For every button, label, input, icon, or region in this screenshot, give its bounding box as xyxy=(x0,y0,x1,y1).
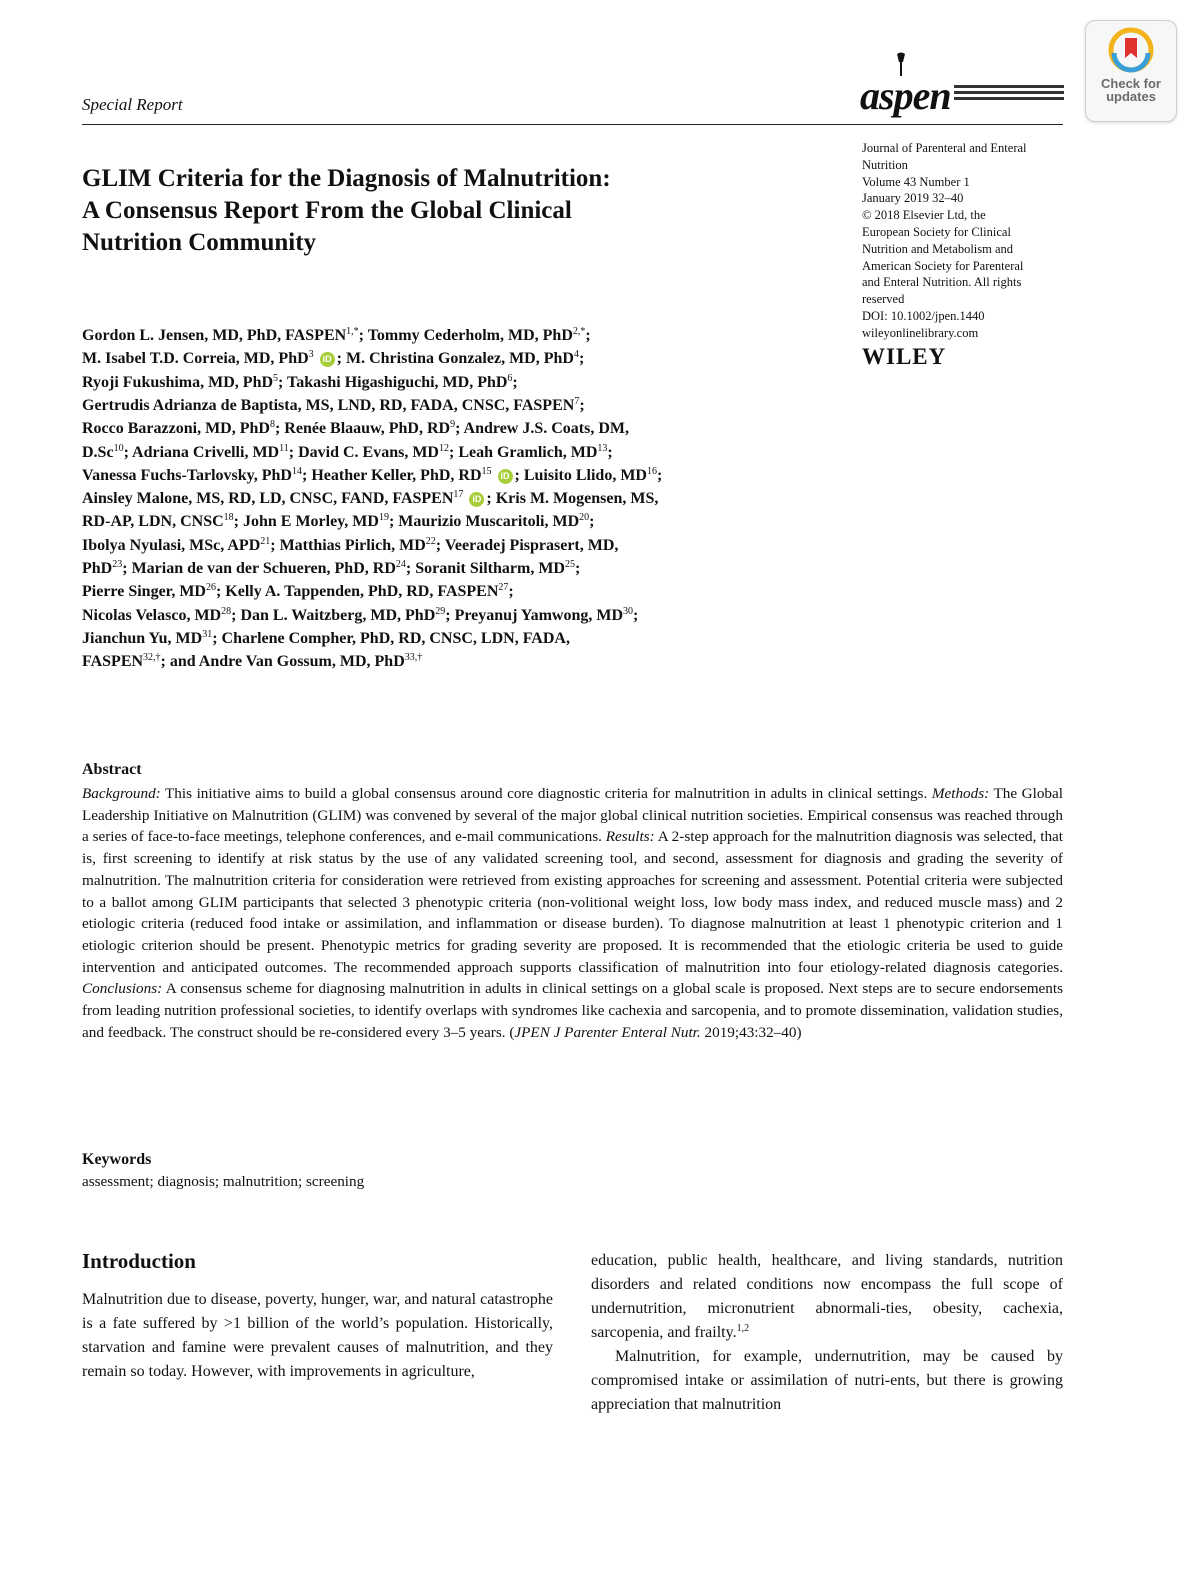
author-line: D.Sc$^{10}$; Adriana Crivelli, MD$^{11}$; David C. Evans, MD$^{12}$; Leah Gramlich, MD$^{13}$; xyxy=(82,442,613,461)
orcid-icon[interactable]: iD xyxy=(498,469,513,484)
journal-info-line: January 2019 32–40 xyxy=(862,191,964,206)
author-line: Vanessa Fuchs-Tarlovsky, PhD$^{14}$; Heather Keller, PhD, RD$^{15}$ iD ; Luisito Llido, MD$^{16}$; xyxy=(82,465,663,484)
author-line: Gertrudis Adrianza de Baptista, MS, LND, RD, FADA, CNSC, FASPEN$^7$; xyxy=(82,395,585,414)
author-line: PhD$^{23}$; Marian de van der Schueren, PhD, RD$^{24}$; Soranit Siltharm, MD$^{25}$; xyxy=(82,559,581,577)
introduction-right-column: education, public health, healthcare, and living standards, nutrition disorders and related conditions now encompass the full scope of undernutrition, micronutrient abnormali-ties, obesity, cachexia, sarcopenia, and frailty.$^{1,2}$ Malnutrition, for example, undernutrition, may be caused by compromised intake or assimilation of nutri-ents, but there is growing appreciation that malnutrition xyxy=(591,1252,1063,1413)
author-line: Rocco Barazzoni, MD, PhD$^8$; Renée Blaauw, PhD, $RD^9$; Andrew J.S. Coats, DM, xyxy=(82,419,630,438)
author-line: $FASPEN^{32,\dagger}$; and Andre Van Gossum, MD, PhD$^{33,\dagger}$ xyxy=(82,652,423,671)
keywords-heading: Keywords xyxy=(82,1151,152,1168)
journal-info-line: Nutrition and Metabolism and xyxy=(862,241,1014,256)
section-label: Special Report xyxy=(82,95,183,114)
title-line-1: GLIM Criteria for the Diagnosis of Malnutrition: xyxy=(82,165,611,192)
journal-info-line[interactable]: DOI: 10.1002/jpen.1440 xyxy=(862,308,985,323)
keywords-text: assessment; diagnosis; malnutrition; screening xyxy=(82,1173,365,1190)
title-line-2: A Consensus Report From the Global Clinical xyxy=(82,197,572,224)
orcid-icon[interactable]: iD xyxy=(469,492,484,507)
orcid-icon[interactable]: iD xyxy=(320,352,335,367)
author-line: Nicolas Velasco, MD$^{28}$; Dan L. Waitzberg, MD, PhD$^{29}$; Preyanuj Yamwong, MD$^{30}$; xyxy=(82,605,639,624)
author-line: Ainsley Malone, MS, RD, LD, CNSC, FAND, FASPEN$^{17}$ iD ; Kris M. Mogensen, MS, xyxy=(82,489,659,508)
article-title xyxy=(82,163,702,259)
journal-info-line: reserved xyxy=(862,292,905,307)
introduction-left-column: Malnutrition due to disease, poverty, hunger, war, and natural catastrophe is a fate suffered by >1 billion of the world’s population. Historically, starvation and famine were prevalent causes of malnutrition, and they remain so today. However, with improvements in agriculture, xyxy=(82,1291,553,1380)
author-line: M. Isabel T.D. Correia, MD, PhD$^3$ iD ; M. Christina Gonzalez, MD, PhD$^4$; xyxy=(82,349,585,368)
crossmark-icon xyxy=(1108,27,1154,73)
journal-info-line: Volume 43 Number 1 xyxy=(862,174,970,189)
author-line: Jianchun Yu, MD$^{31}$; Charlene Compher, PhD, RD, CNSC, LDN, FADA, xyxy=(82,628,570,647)
journal-info-line: Journal of Parenteral and Enteral xyxy=(862,141,1027,155)
introduction-heading: Introduction xyxy=(82,1249,196,1273)
author-line: RD-AP, LDN, CNSC$^{18}$; John E Morley, MD$^{19}$; Maurizio Muscaritoli, MD$^{20}$; xyxy=(82,512,595,531)
badge-line-2: updates xyxy=(1106,89,1156,104)
abstract-heading: Abstract xyxy=(82,761,142,778)
author-line: Ibolya Nyulasi, MSc, APD$^{21}$; Matthias Pirlich, MD$^{22}$; Veeradej Pisprasert, MD, xyxy=(82,535,619,554)
author-line: Pierre Singer, MD$^{26}$; Kelly A. Tappenden, PhD, RD, FASPEN$^{27}$; xyxy=(82,582,514,601)
author-line: Ryoji Fukushima, MD, PhD$^5$; Takashi Higashiguchi, MD, PhD$^6$; xyxy=(82,372,518,391)
aspen-logo xyxy=(860,52,1070,118)
journal-info xyxy=(862,140,1067,342)
header-rule xyxy=(82,124,1063,125)
abstract-body: Background: This initiative aims to build a global consensus around core diagnostic criteria for malnutrition in adults in clinical settings. Methods: The Global Leadership Initiative on Malnutrition (GLIM) was convened by several of the major global clinical nutrition societies. Empirical consensus was reached through a series of face-to-face meetings, telephone conferences, and e-mail communications. Results: A 2-step approach for the malnutrition diagnosis was selected, that is, first screening to identify at risk status by the use of any validated screening tool, and second, assessment for diagnosis and grading the severity of malnutrition. The malnutrition criteria for consideration were retrieved from existing approaches for screening and assessment. Potential criteria were subjected to a ballot among GLIM participants that selected 3 phenotypic criteria (non-volitional weight loss, low body mass index, and reduced muscle mass) and 2 etiologic criteria (reduced food intake or assimilation, and inflammation or disease burden). To diagnose malnutrition at least 1 phenotypic criterion and 1 etiologic criterion should be present. Phenotypic metrics for grading severity are proposed. It is recommended that the etiologic criteria be used to guide intervention and anticipated outcomes. The recommended approach supports classification of malnutrition into four etiology-related diagnosis categories. Conclusions: A consensus scheme for diagnosing malnutrition in adults in clinical settings on a global scale is proposed. Next steps are to secure endorsements from leading nutrition professional societies, to identify overlaps with syndromes like cachexia and sarcopenia, and to promote dissemination, validation studies, and feedback. The construct should be re-considered every 3–5 years. (JPEN J Parenter Enteral Nutr. 2019;43:32–40) xyxy=(82,785,1063,1041)
aspen-tagline-bars xyxy=(954,85,1064,103)
journal-info-line: American Society for Parenteral xyxy=(862,258,1024,273)
aspen-wordmark: aspen xyxy=(860,73,951,118)
journal-info-line: © 2018 Elsevier Ltd, the xyxy=(862,208,986,223)
journal-info-line: European Society for Clinical xyxy=(862,224,1011,239)
journal-info-line[interactable]: wileyonlinelibrary.com xyxy=(862,325,979,340)
author-line: Gordon L. Jensen, MD, PhD, $FASPEN^{1,*}$; Tommy Cederholm, MD, PhD$^{2,*}$; xyxy=(82,326,591,344)
badge-line-1: Check for xyxy=(1101,76,1161,91)
check-for-updates-badge[interactable] xyxy=(1085,20,1177,122)
journal-info-line: Nutrition xyxy=(862,157,908,172)
journal-info-line: and Enteral Nutrition. All rights xyxy=(862,275,1022,290)
wiley-logo: WILEY xyxy=(862,344,947,369)
title-line-3: Nutrition Community xyxy=(82,229,317,256)
